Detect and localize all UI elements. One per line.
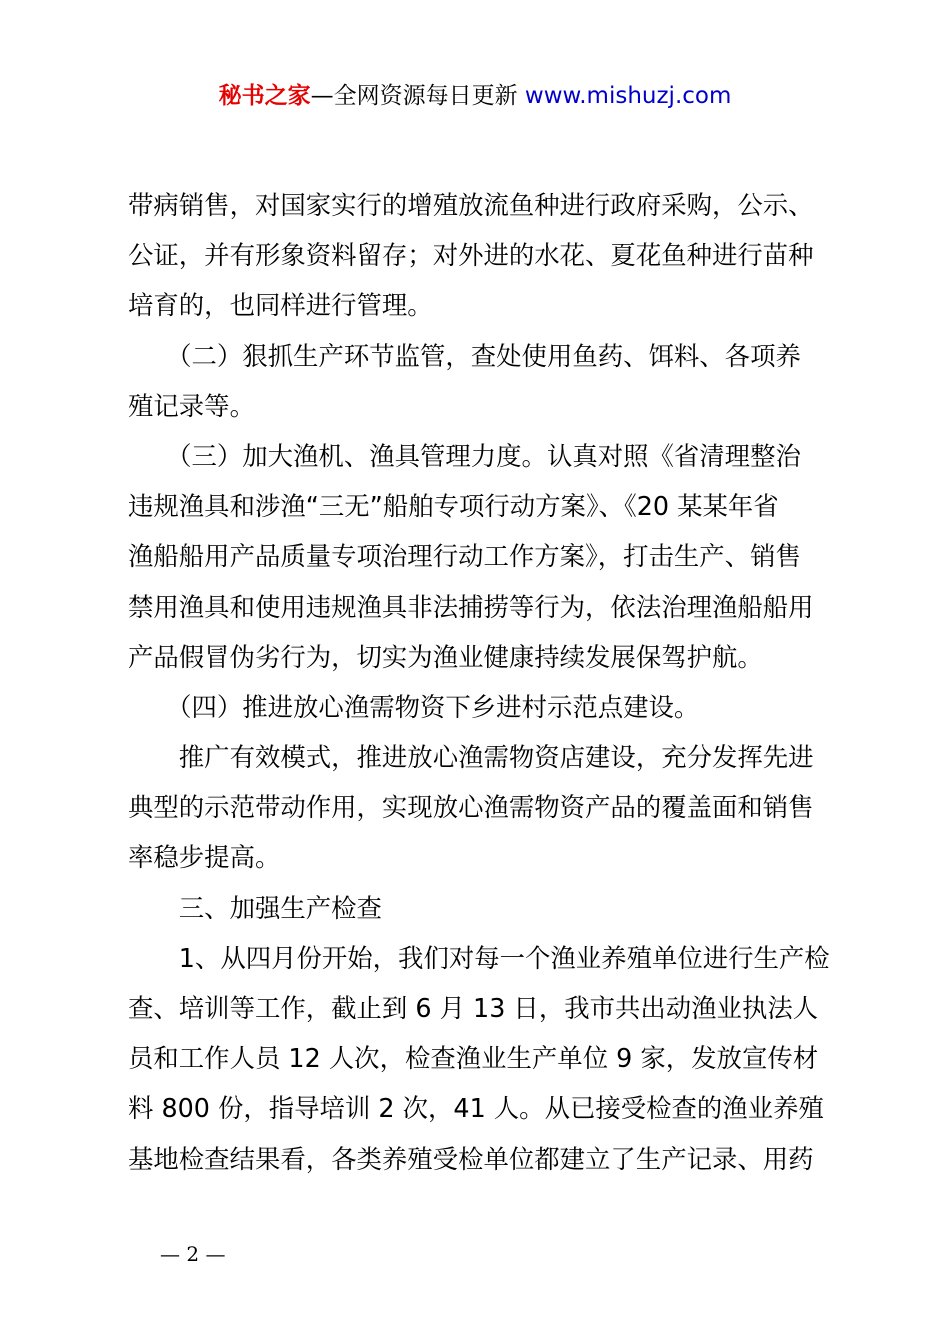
- document-body: [128, 180, 834, 1184]
- text-line: 1、从四月份开始，我们对每一个渔业养殖单位进行生产检: [128, 942, 830, 973]
- text-line: 典型的示范带动作用，实现放心渔需物资产品的覆盖面和销售: [128, 792, 814, 823]
- text-line: 违规渔具和涉渔“三无”船舶专项行动方案》、《20 某某年省: [128, 491, 779, 522]
- text-line: 殖记录等。: [128, 390, 255, 421]
- text-line: 率稳步提高。: [128, 842, 281, 873]
- text-line: 料 800 份，指导培训 2 次，41 人。从已接受检查的渔业养殖: [128, 1093, 824, 1124]
- text-line: 带病销售，对国家实行的增殖放流鱼种进行政府采购，公示、: [128, 190, 814, 220]
- text-line: 基地检查结果看，各类养殖受检单位都建立了生产记录、用药: [128, 1143, 814, 1174]
- text-line: 渔船船用产品质量专项治理行动工作方案》，打击生产、销售: [128, 541, 801, 572]
- text-line: （三）加大渔机、渔具管理力度。认真对照《省清理整治: [128, 440, 801, 471]
- text-line: 员和工作人员 12 人次，检查渔业生产单位 9 家，发放宣传材: [128, 1043, 819, 1074]
- text-line: 禁用渔具和使用违规渔具非法捕捞等行为，依法治理渔船船用: [128, 591, 814, 622]
- site-url-link[interactable]: www.mishuzj.com: [524, 83, 732, 109]
- text-line: 培育的，也同样进行管理。: [128, 290, 433, 321]
- text-line: 查、培训等工作，截止到 6 月 13 日，我市共出动渔业执法人: [128, 993, 819, 1023]
- text-line: 推广有效模式，推进放心渔需物资店建设，充分发挥先进: [128, 742, 814, 773]
- text-line: 公证，并有形象资料留存；对外进的水花、夏花鱼种进行苗种: [128, 240, 814, 271]
- text-line: （四）推进放心渔需物资下乡进村示范点建设。: [128, 691, 700, 722]
- page-number: — 2 —: [160, 1242, 226, 1266]
- text-line: 产品假冒伪劣行为，切实为渔业健康持续发展保驾护航。: [128, 641, 763, 672]
- brand-name: 秘书之家: [218, 83, 311, 109]
- site-header: [0, 80, 950, 112]
- text-line: （二）狠抓生产环节监管，查处使用鱼药、饵料、各项养: [128, 340, 801, 371]
- header-tagline: —全网资源每日更新: [310, 83, 525, 109]
- text-line: 三、加强生产检查: [128, 892, 382, 923]
